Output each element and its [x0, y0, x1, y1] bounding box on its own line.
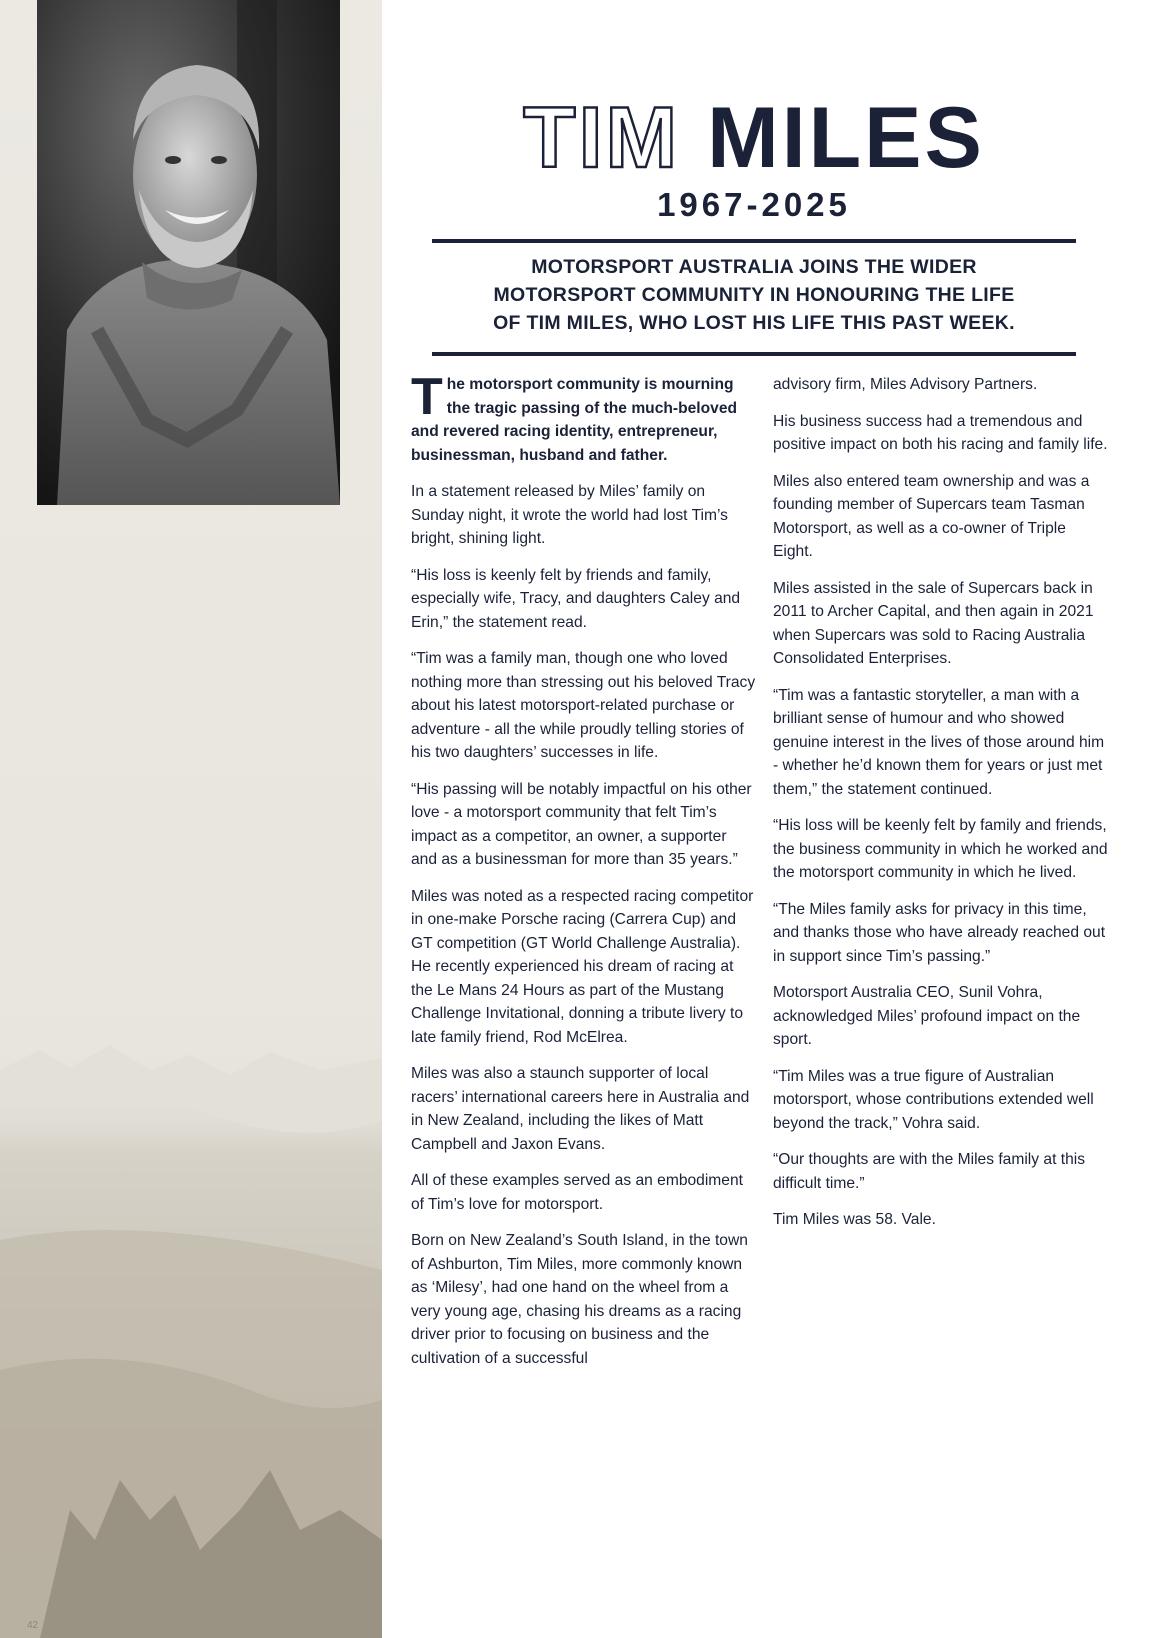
divider-bottom: [432, 352, 1076, 356]
headline: [432, 92, 1076, 224]
article-paragraph: Miles also entered team ownership and was a founding member of Supercars team Tasman Motorsport, as well as a co-owner of Triple Eight.: [773, 472, 1090, 560]
article-paragraph: Miles was also a staunch supporter of local racers’ international careers here in Australia and in New Zealand, including the likes of Matt Campbell and Jaxon Evans.: [411, 1065, 750, 1153]
portrait-photo: [37, 0, 340, 505]
article-paragraph: Born on New Zealand’s South Island, in the town of Ashburton, Tim Miles, more commonly known as ‘Milesy’, had one hand on the wheel from a very young age, chasing his dreams as a racing driver prior to focusing on business and the cultivation of a successful: [411, 1232, 748, 1367]
article-paragraph: The motorsport community is mourning the tragic passing of the much-beloved and revered racing identity, entrepreneur, businessman, husband and father.: [411, 368, 738, 464]
subheadline-line: OF TIM MILES, WHO LOST HIS LIFE THIS PAST WEEK.: [493, 312, 1015, 334]
article-paragraph: Miles was noted as a respected racing competitor in one-make Porsche racing (Carrera Cup) and GT competition (GT World Challenge Australia). He recently experienced his dream of racing at the Le Mans 24 Hours as part of the Mustang Challenge Invitational, donning a tribute livery to late family friend, Rod McElrea.: [411, 887, 754, 1046]
article-paragraph: advisory firm, Miles Advisory Partners.: [773, 376, 1038, 393]
article-paragraph: In a statement released by Miles’ family on Sunday night, it wrote the world had lost Tim’s bright, shining light.: [411, 483, 728, 547]
subheadline-line: MOTORSPORT AUSTRALIA JOINS THE WIDER: [531, 256, 977, 278]
article-paragraph: “Our thoughts are with the Miles family at this difficult time.”: [773, 1151, 1085, 1192]
page-number: 42: [27, 1620, 39, 1631]
article-column-left: [411, 368, 756, 1383]
article-paragraph: Tim Miles was 58. Vale.: [773, 1211, 936, 1228]
article-paragraph: His business success had a tremendous and positive impact on both his racing and family life.: [773, 412, 1108, 453]
title-last-name: MILES: [707, 90, 985, 186]
life-years: 1967-2025: [657, 186, 851, 223]
article-paragraph: Motorsport Australia CEO, Sunil Vohra, acknowledged Miles’ profound impact on the sport.: [773, 984, 1081, 1048]
page-title: [432, 92, 1076, 184]
title-first-name: TIM: [523, 90, 681, 186]
article-paragraph: “Tim was a family man, though one who loved nothing more than stressing out his beloved Tracy about his latest motorsport-related purchase or adventure - all the while proudly telling stories of his two daughters’ successes in life.: [411, 650, 756, 761]
article-paragraph: Miles assisted in the sale of Supercars back in 2011 to Archer Capital, and then again in 2021 when Supercars was sold to Racing Australia Consolidated Enterprises.: [773, 579, 1094, 667]
sidebar-background: [0, 0, 382, 1638]
article-column-right: [773, 373, 1108, 1245]
mountain-landscape: [0, 1040, 382, 1638]
divider-top: [432, 239, 1076, 243]
article-paragraph: “Tim Miles was a true figure of Australian motorsport, whose contributions extended well beyond the track,” Vohra said.: [773, 1067, 1094, 1132]
article-paragraph: “The Miles family asks for privacy in this time, and thanks those who have already reached out in support since Tim’s passing.”: [773, 900, 1106, 965]
subheadline: [432, 253, 1076, 337]
article-paragraph: All of these examples served as an embodiment of Tim’s love for motorsport.: [411, 1172, 743, 1213]
article-paragraph: “His loss will be keenly felt by family and friends, the business community in which he worked and the motorsport community in which he lived.: [773, 817, 1108, 881]
drop-cap: T: [411, 368, 443, 426]
subheadline-line: MOTORSPORT COMMUNITY IN HONOURING THE LIFE: [493, 284, 1015, 306]
article-paragraph: “His loss is keenly felt by friends and family, especially wife, Tracy, and daughters Caley and Erin,” the statement read.: [411, 566, 741, 631]
article-paragraph: “Tim was a fantastic storyteller, a man with a brilliant sense of humour and who showed genuine interest in the lives of those around him - whether he’d known them for years or just met them,” the statement continued.: [773, 686, 1105, 798]
article-paragraph: “His passing will be notably impactful on his other love - a motorsport community that felt Tim’s impact as a competitor, an owner, a supporter and as a businessman for more than 35 years.”: [411, 780, 752, 868]
